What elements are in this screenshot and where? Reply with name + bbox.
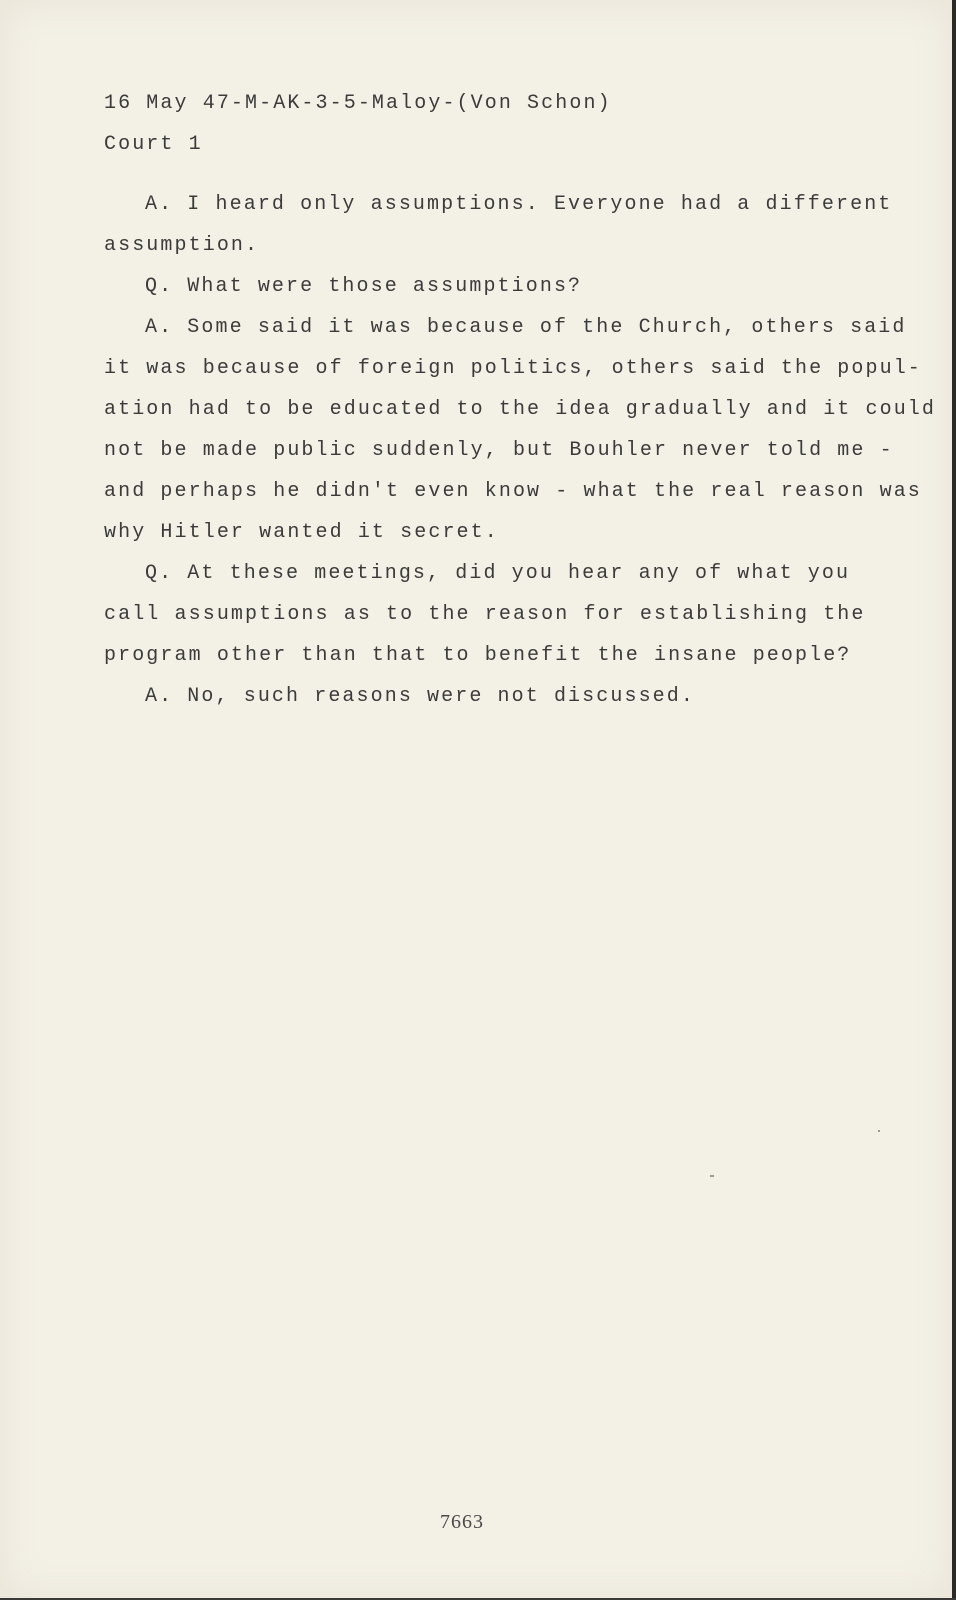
page-number: 7663: [440, 1511, 484, 1533]
body-line: and perhaps he didn't even know - what the real reason was: [104, 480, 922, 503]
document-reference: 16 May 47-M-AK-3-5-Maloy-(Von Schon): [104, 92, 612, 115]
body-line: it was because of foreign politics, others said the popul-: [104, 357, 922, 380]
body-line: A. I heard only assumptions. Everyone had a different: [145, 193, 893, 216]
body-line: why Hitler wanted it secret.: [104, 521, 499, 544]
body-line: ation had to be educated to the idea gradually and it could: [104, 398, 937, 421]
body-line: Q. At these meetings, did you hear any of what you: [145, 562, 851, 585]
paper-speck: [710, 1175, 714, 1177]
body-line: program other than that to benefit the insane people?: [104, 644, 852, 667]
body-line: not be made public suddenly, but Bouhler never told me -: [104, 439, 894, 462]
body-line: call assumptions as to the reason for establishing the: [104, 603, 866, 626]
paper-speck: [878, 1130, 880, 1132]
court-label: Court 1: [104, 133, 203, 156]
body-line: A. No, such reasons were not discussed.: [145, 685, 695, 708]
body-line: assumption.: [104, 234, 260, 257]
body-line: A. Some said it was because of the Church, others said: [145, 316, 907, 339]
body-line: Q. What were those assumptions?: [145, 275, 583, 298]
